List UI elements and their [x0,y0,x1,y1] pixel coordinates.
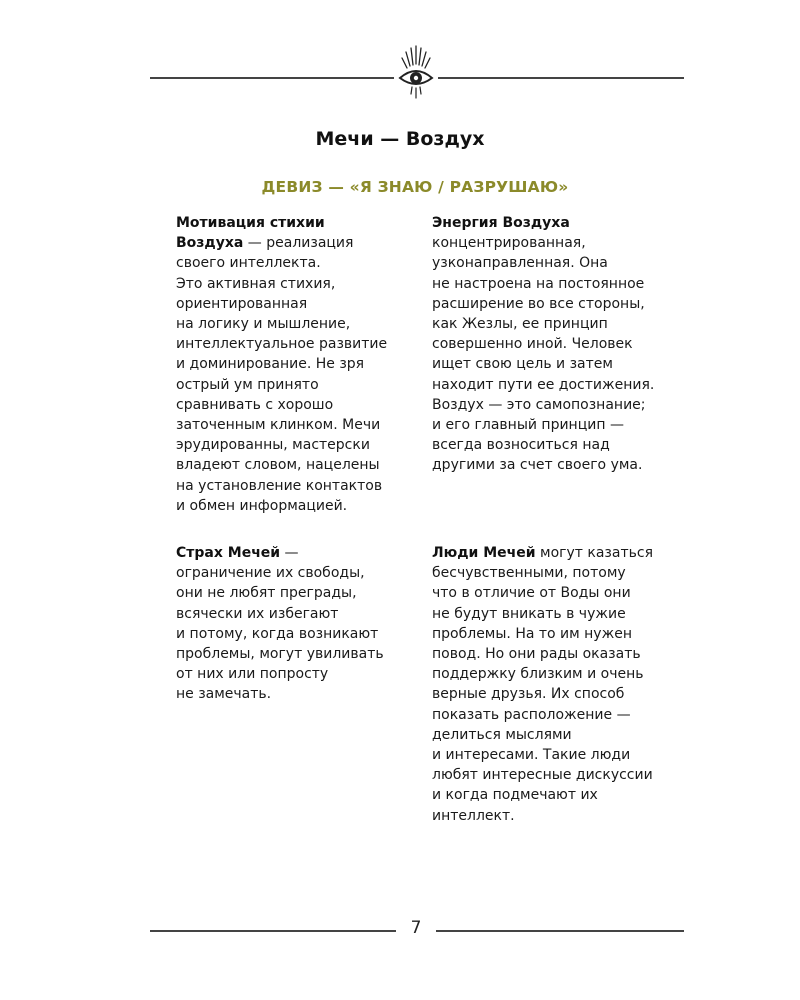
footer-rule-right [436,930,684,932]
text-line: ищет свою цель и затем [432,356,613,373]
motivation-heading: Мотивация стихии [176,215,325,231]
page-title: Мечи — Воздух [315,128,485,150]
text-line: они не любят преграды, [176,585,357,602]
text-line: концентрированная, [432,235,586,252]
fear-bold-lead: Страх Мечей [176,545,281,561]
text-line: проблемы. На то им нужен [432,625,632,642]
text-line: ориентированная [176,295,308,312]
text-line: бесчувственными, потому [432,565,626,582]
people-lead-rest: могут казаться [535,545,653,561]
fear-lead-rest: — [280,545,299,561]
people-paragraph [432,543,672,826]
motivation-paragraph [176,213,416,516]
text-line: находит пути ее достижения. [432,376,655,393]
page-number: 7 [410,918,422,938]
text-line: не настроена на постоянное [432,275,645,292]
text-line: всегда возноситься над [432,437,610,454]
text-line: ограничение их свободы, [176,565,365,582]
motto-heading: ДЕВИЗ — «Я ЗНАЮ / РАЗРУШАЮ» [261,178,569,196]
text-line: своего интеллекта. [176,255,321,272]
people-bold-lead: Люди Мечей [432,545,536,561]
text-line: не замечать. [176,686,272,703]
text-line: узконаправленная. Она [432,255,608,272]
text-line: сравнивать с хорошо [176,396,334,413]
text-line: любят интересные дискуссии [432,767,653,784]
fear-paragraph [176,543,416,705]
text-line: что в отличие от Воды они [432,585,631,602]
text-line: острый ум принято [176,376,319,393]
text-line: Воздух — это самопознание; [432,396,646,413]
text-line: совершенно иной. Человек [432,336,633,353]
text-line: и обмен информацией. [176,497,348,514]
text-line: эрудированны, мастерски [176,437,370,454]
text-line: поддержку близким и очень [432,666,644,683]
text-line: владеют словом, нацелены [176,457,380,474]
text-line: не будут вникать в чужие [432,605,626,622]
text-line: и доминирование. Не зря [176,356,365,373]
text-line: на установление контактов [176,477,383,494]
text-line: проблемы, могут увиливать [176,646,384,663]
text-line: интеллект. [432,807,515,824]
text-line: показать расположение — [432,706,631,723]
text-line: и потому, когда возникают [176,625,379,642]
energy-heading: Энергия Воздуха [432,215,570,231]
text-line: и когда подмечают их [432,787,598,804]
text-line: всячески их избегают [176,605,339,622]
text-line: и интересами. Такие люди [432,747,631,764]
text-line: и его главный принцип — [432,417,624,434]
text-line: повод. Но они рады оказать [432,646,641,663]
motivation-lead-rest: — реализация [243,235,354,252]
text-line: как Жезлы, ее принцип [432,316,608,333]
text-line: на логику и мышление, [176,316,351,333]
eye-sunburst-icon [394,44,438,100]
header-rule-right [438,77,684,79]
footer-rule-left [150,930,396,932]
text-line: Это активная стихия, [176,275,336,292]
text-line: другими за счет своего ума. [432,457,643,474]
text-line: от них или попросту [176,666,329,683]
energy-paragraph [432,213,672,476]
text-line: делиться мыслями [432,726,572,743]
header-rule-left [150,77,394,79]
text-line: интеллектуальное развитие [176,336,388,353]
text-line: расширение во все стороны, [432,295,645,312]
text-line: верные друзья. Их способ [432,686,625,703]
text-line: заточенным клинком. Мечи [176,417,381,434]
motivation-bold-lead: Воздуха [176,235,244,252]
